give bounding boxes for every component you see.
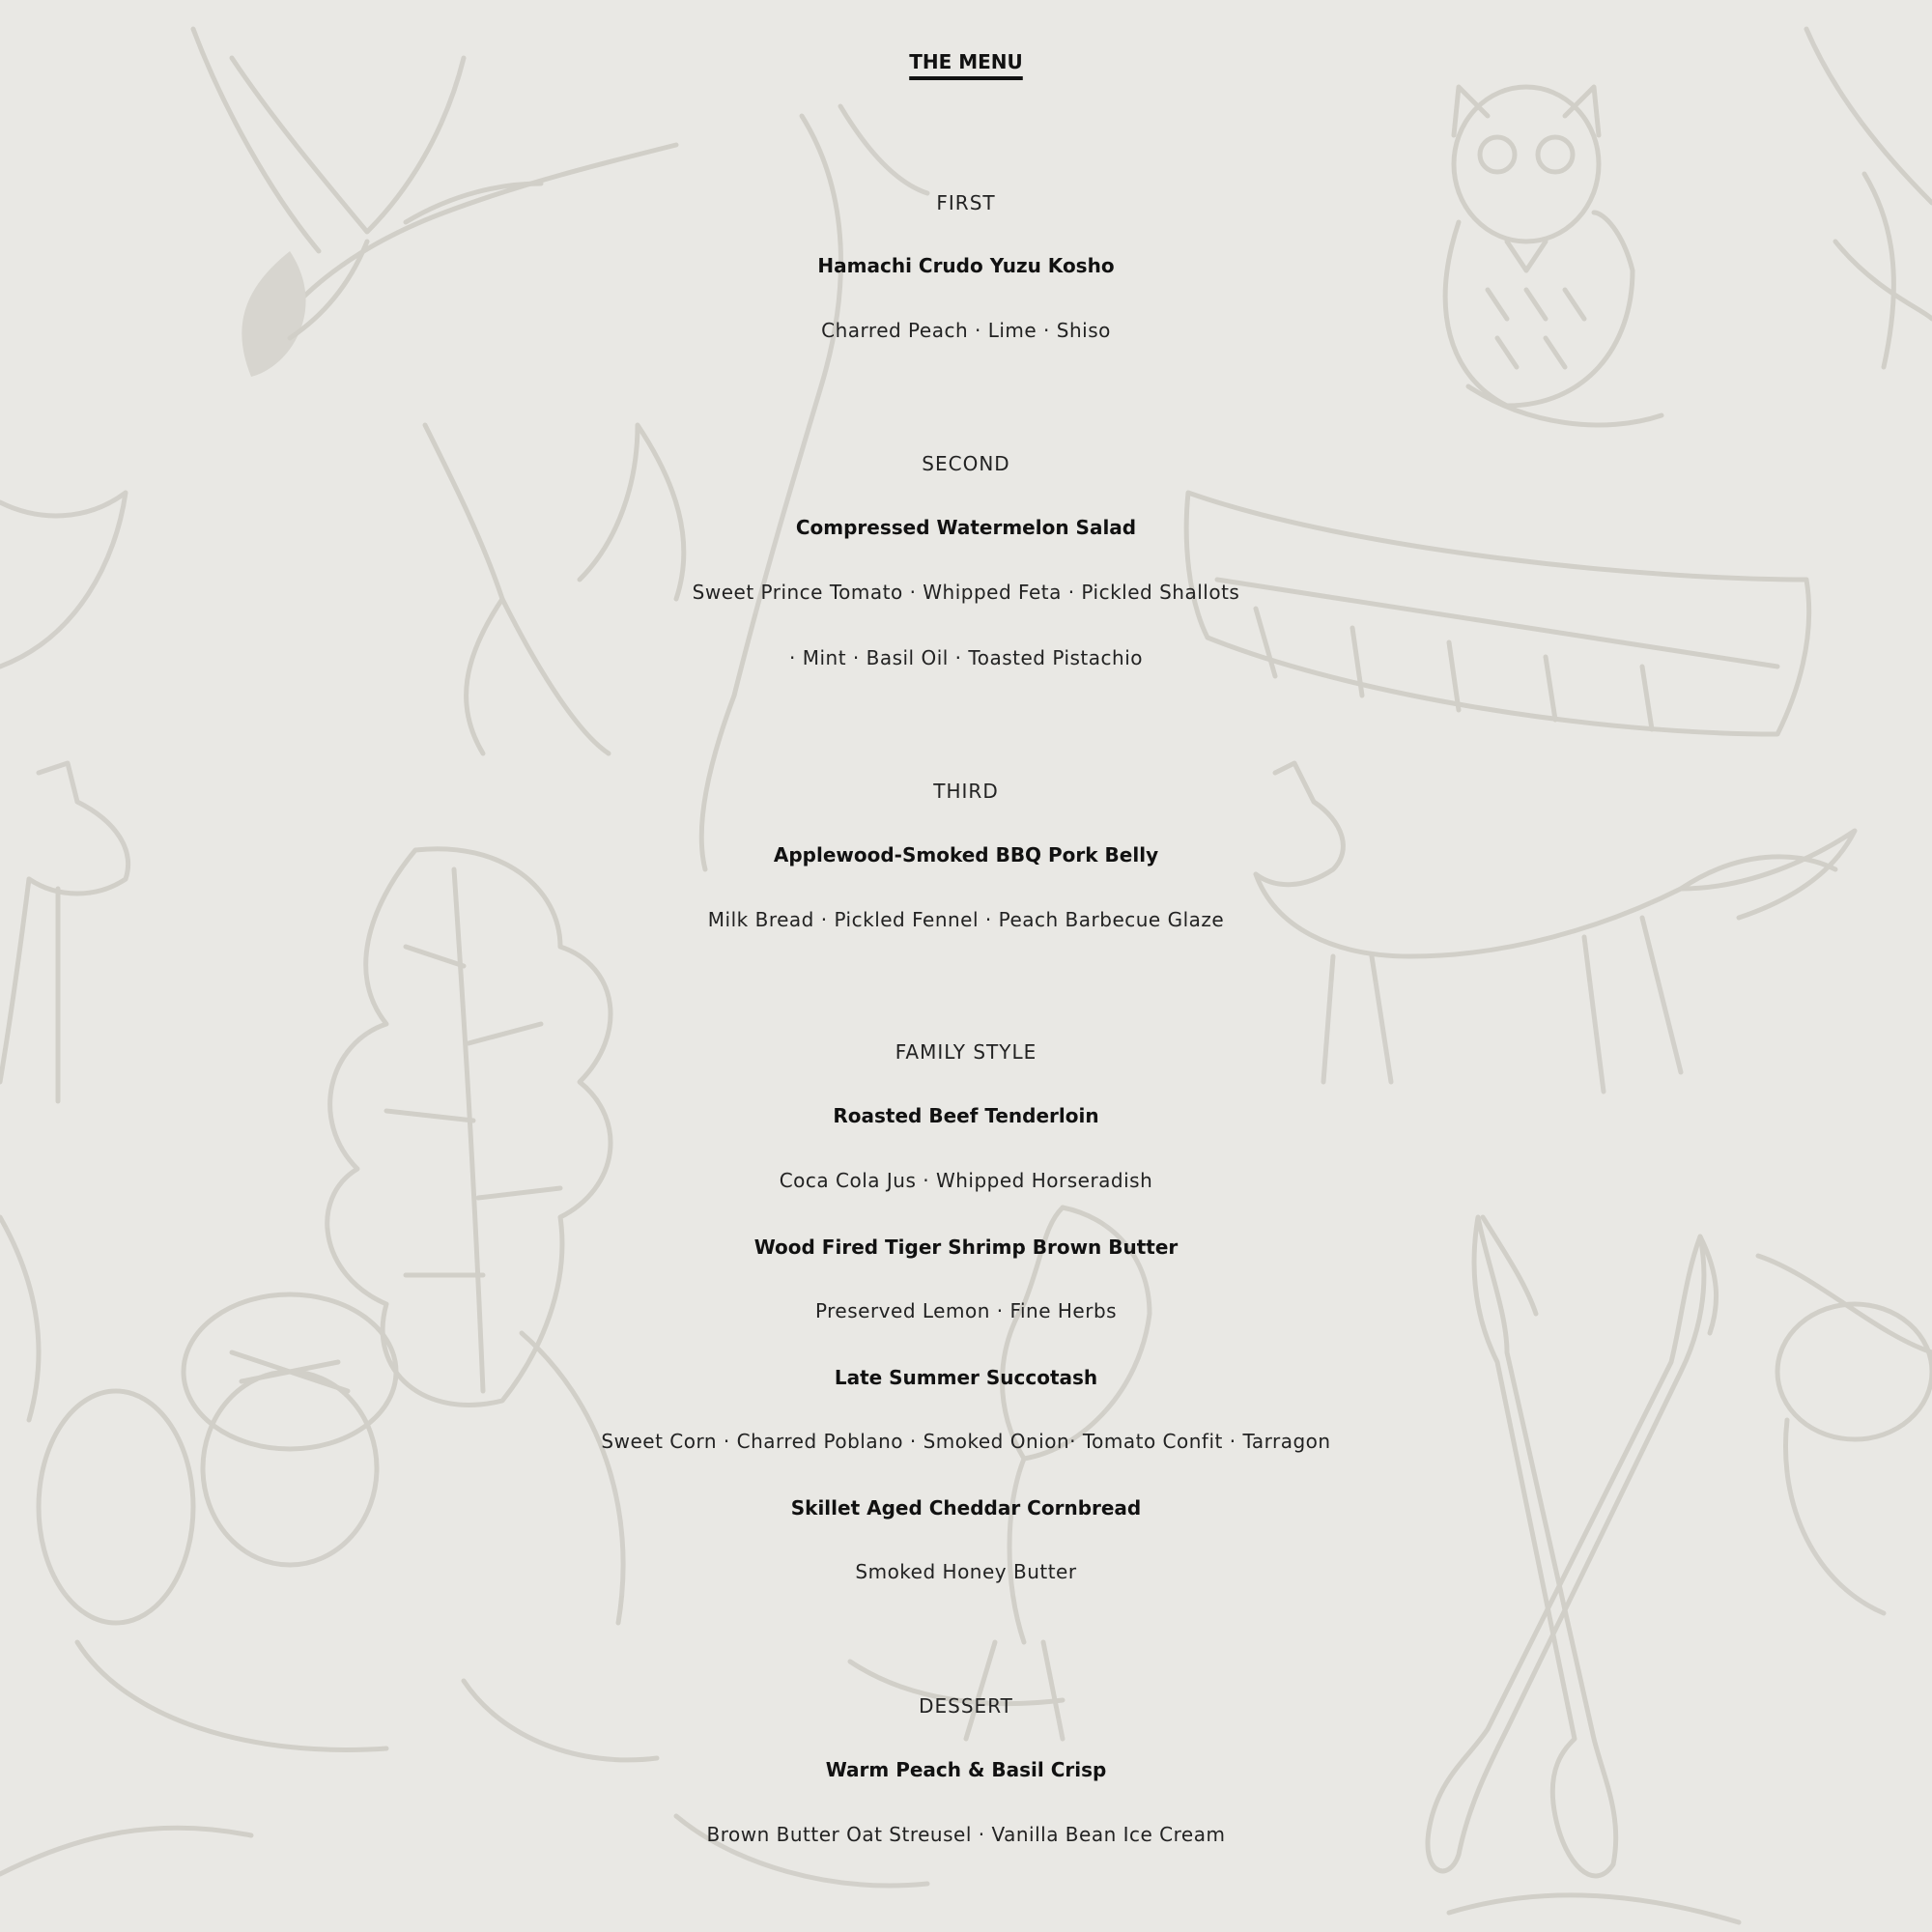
dish-description: Coca Cola Jus · Whipped Horseradish (779, 1169, 1153, 1192)
dish-description: Milk Bread · Pickled Fennel · Peach Barbecue Glaze (707, 908, 1225, 931)
dish-description: Smoked Honey Butter (855, 1560, 1077, 1583)
dish-name: Hamachi Crudo Yuzu Kosho (817, 254, 1115, 277)
dish-name: Compressed Watermelon Salad (795, 516, 1137, 539)
course-heading-third: THIRD (933, 780, 999, 803)
course-heading-family-style: FAMILY STYLE (895, 1040, 1037, 1064)
dish-description: Brown Butter Oat Streusel · Vanilla Bean Ice Cream (706, 1823, 1226, 1846)
dish-description: Preserved Lemon · Fine Herbs (814, 1299, 1118, 1322)
menu-title: THE MENU (909, 50, 1023, 73)
dish-description: Sweet Prince Tomato · Whipped Feta · Pickled Shallots (692, 581, 1240, 604)
course-heading-dessert: DESSERT (919, 1694, 1013, 1718)
dish-name: Skillet Aged Cheddar Cornbread (790, 1496, 1142, 1520)
dish-name: Warm Peach & Basil Crisp (825, 1758, 1107, 1781)
dish-description: Sweet Corn · Charred Poblano · Smoked Onion· Tomato Confit · Tarragon (601, 1430, 1331, 1453)
dish-description: · Mint · Basil Oil · Toasted Pistachio (788, 646, 1143, 669)
dish-name: Applewood-Smoked BBQ Pork Belly (773, 843, 1159, 867)
dish-name: Wood Fired Tiger Shrimp Brown Butter (753, 1236, 1179, 1259)
course-heading-first: FIRST (936, 191, 996, 214)
dish-name: Late Summer Succotash (834, 1366, 1098, 1389)
dish-description: Charred Peach · Lime · Shiso (821, 319, 1111, 342)
dish-name: Roasted Beef Tenderloin (833, 1104, 1099, 1127)
course-heading-second: SECOND (922, 452, 1010, 475)
